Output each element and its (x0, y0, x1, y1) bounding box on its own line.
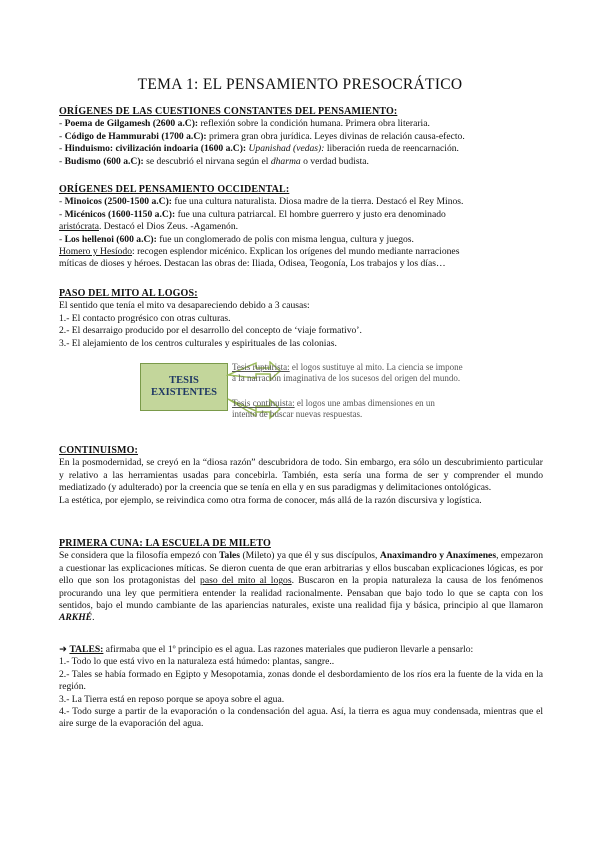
list-item: 3.- El alejamiento de los centros culturales y espirituales de las colonias. (59, 337, 337, 349)
paragraph: En la posmodernidad, se creyó en la “diosa razón” descubridora de todo. Sin embargo, era sólo un descubrimiento particular y relativo a las herramientas usadas para concebirla. También, esta sería una forma de ser y comprender el mundo mediatizado (y adulterado) por la creencia que se tenía en ella y en sus paradigmas y delimitaciones ontológicas. (59, 457, 543, 494)
list-item: 1.- Todo lo que está vivo en la naturaleza está húmedo: plantas, sangre.. (59, 656, 335, 668)
list-item: 1.- El contacto progrésico con otras culturas. (59, 312, 231, 324)
section-heading: PASO DEL MITO AL LOGOS: (59, 288, 198, 299)
tesis-text: intento de buscar nuevas respuestas. (232, 409, 363, 419)
item-text: liberación rueda de reencarnación. (324, 143, 459, 155)
section-heading: ORÍGENES DEL PENSAMIENTO OCCIDENTAL: (59, 184, 290, 195)
list-item: - Micénicos (1600-1150 a.C): fue una cultura patriarcal. El hombre guerrero y justo era denominado (59, 208, 446, 220)
tesis-box (140, 363, 228, 411)
bold-italic-term: ARKHÉ (59, 612, 93, 624)
paragraph-text: . Buscaron en la propia naturaleza la causa de los fenómenos procurando una ley que permitiera entender la realidad racionalmente. Pensaban que bajo todo lo que se capta con los sentidos, bajo el mundo cambiante de las apariencias naturales, existe una realidad fija y básica, principio al que llamaron (59, 575, 544, 612)
tesis-text: el logos une ambas dimensiones en un (294, 398, 435, 408)
item-term: Budismo (600 a.C): (64, 155, 144, 167)
list-item: 2.- El desarraigo producido por el desarrollo del concepto de ‘viaje formativo’. (59, 325, 362, 337)
tesis-label: Tesis rupturista: (232, 362, 290, 372)
item-term: Hinduismo: civilización indoaria (1600 a.C): (64, 143, 247, 155)
paragraph: La estética, por ejemplo, se reivindica como otra forma de conocer, más allá de la razón discursiva y logística. (59, 494, 482, 506)
item-text: primera gran obra jurídica. Leyes divinas de relación causa-efecto. (206, 130, 465, 142)
tesis-text: el logos sustituye al mito. La ciencia se impone (289, 362, 463, 372)
box-label-line2: EXISTENTES (151, 387, 217, 398)
section-origenes-occidental (59, 184, 543, 271)
list-item: - Poema de Gilgamesh (2600 a.C): reflexión sobre la condición humana. Primera obra literaria. (59, 118, 430, 130)
item-text: fue una cultura patriarcal. El hombre guerrero y justo era denominado (175, 208, 446, 220)
item-text: fue una cultura naturalista. Diosa madre de la tierra. Destacó el Rey Minos. (171, 196, 464, 208)
paragraph (59, 550, 543, 624)
item-text: fue un conglomerado de polis con misma lengua, cultura y juegos. (156, 233, 414, 245)
section-tales (59, 644, 543, 731)
list-item: 3.- La Tierra está en reposo porque se apoya sobre el agua. (59, 693, 285, 705)
list-item-continuation (59, 221, 543, 233)
section-escuela-mileto (59, 538, 543, 625)
list-item: - Hinduismo: civilización indoaria (1600 a.C): Upanishad (vedas): liberación rueda de reencarnación. (59, 143, 459, 155)
item-term: Poema de Gilgamesh (2600 a.C): (64, 118, 199, 130)
arrow-right-icon: ➜ (59, 644, 70, 655)
paragraph-text: . (92, 612, 95, 624)
section-paso-mito-logos (59, 288, 543, 350)
page-title: TEMA 1: EL PENSAMIENTO PRESOCRÁTICO (137, 76, 463, 93)
box-label-line1: TESIS (169, 374, 199, 386)
paragraph-line (59, 246, 543, 258)
item-text: o verdad budista. (300, 155, 369, 167)
item-term: Micénicos (1600-1150 a.C): (64, 208, 176, 220)
list-item: - Código de Hammurabi (1700 a.C): primera gran obra jurídica. Leyes divinas de relación causa-efecto. (59, 130, 465, 142)
item-term: Código de Hammurabi (1700 a.C): (64, 130, 207, 142)
section-heading: ORÍGENES DE LAS CUESTIONES CONSTANTES DEL PENSAMIENTO: (59, 106, 398, 117)
section-continuismo (59, 445, 543, 507)
item-text-italic: Upanishad (vedas): (246, 143, 325, 155)
tesis-rupturista (232, 362, 502, 384)
section-heading: PRIMERA CUNA: LA ESCUELA DE MILETO (59, 538, 271, 549)
item-text: se descubrió el nirvana según el (143, 155, 271, 167)
paragraph-line (59, 644, 543, 656)
list-item: - Minoicos (2500-1500 a.C): fue una cultura naturalista. Diosa madre de la tierra. Destacó el Rey Minos. (59, 196, 464, 208)
item-text: reflexión sobre la condición humana. Primera obra literaria. (198, 118, 430, 130)
bold-term: TALES: (69, 644, 104, 655)
bold-term: Tales (219, 550, 241, 562)
list-item: - Budismo (600 a.C): se descubrió el nirvana según el dharma o verdad budista. (59, 155, 369, 167)
tesis-label: Tesis continuista: (232, 398, 295, 408)
list-item: 2.- Tales se había formado en Egipto y Mesopotamia, zonas donde el desbordamiento de los ríos era la fuente de la vida en la región. (59, 668, 543, 693)
paragraph-line: El sentido que tenía el mito va desapareciendo debido a 3 causas: (59, 300, 310, 312)
underlined-term: aristócrata (59, 221, 99, 233)
tesis-text: a la narración imaginativa de los sucesos del origen del mundo. (232, 373, 461, 383)
underlined-term: paso del mito al logos (200, 575, 292, 587)
list-item: 4.- Todo surge a partir de la evaporación o la condensación del agua. Así, la tierra es agua muy condensada, mientras que el aire surge de la evaporación del agua. (59, 706, 543, 730)
underlined-term: Homero y Hesíodo (59, 246, 133, 258)
paragraph-line: míticas de dioses y héroes. Destacan las obras de: Iliada, Odisea, Teogonía, Los trabajos y los días… (59, 258, 446, 270)
paragraph-text: , empezaron a cuestionar las explicaciones míticas. Se dieron cuenta de que eran arbitrarias y ellos buscaban explicaciones lógicas, es por ello que son los protagonistas del (59, 550, 544, 587)
paragraph-text: Se considera que la filosofía empezó con (59, 550, 220, 562)
item-text-italic: dharma (270, 155, 301, 167)
item-text: . Destacó el Dios Zeus. -Agamenón. (98, 221, 239, 233)
paragraph-text: afirmaba que el 1º principio es el agua. Las razones materiales que pudieron llevarle a pensarlo: (103, 644, 474, 655)
section-heading: CONTINUISMO: (59, 445, 139, 456)
bold-term: Anaximandro y Anaxímenes (379, 550, 497, 562)
tesis-continuista (232, 398, 502, 420)
paragraph-text: : recogen esplendor micénico. Explican los orígenes del mundo mediante narraciones (132, 246, 460, 258)
item-term: Los hellenoi (600 a.C): (64, 233, 157, 245)
item-term: Minoicos (2500-1500 a.C): (64, 196, 172, 208)
list-item: - Los hellenoi (600 a.C): fue un conglomerado de polis con misma lengua, cultura y juegos. (59, 233, 414, 245)
paragraph-text: (Mileto) ya que él y sus discípulos, (240, 550, 380, 562)
section-origenes-cuestiones (59, 106, 543, 168)
